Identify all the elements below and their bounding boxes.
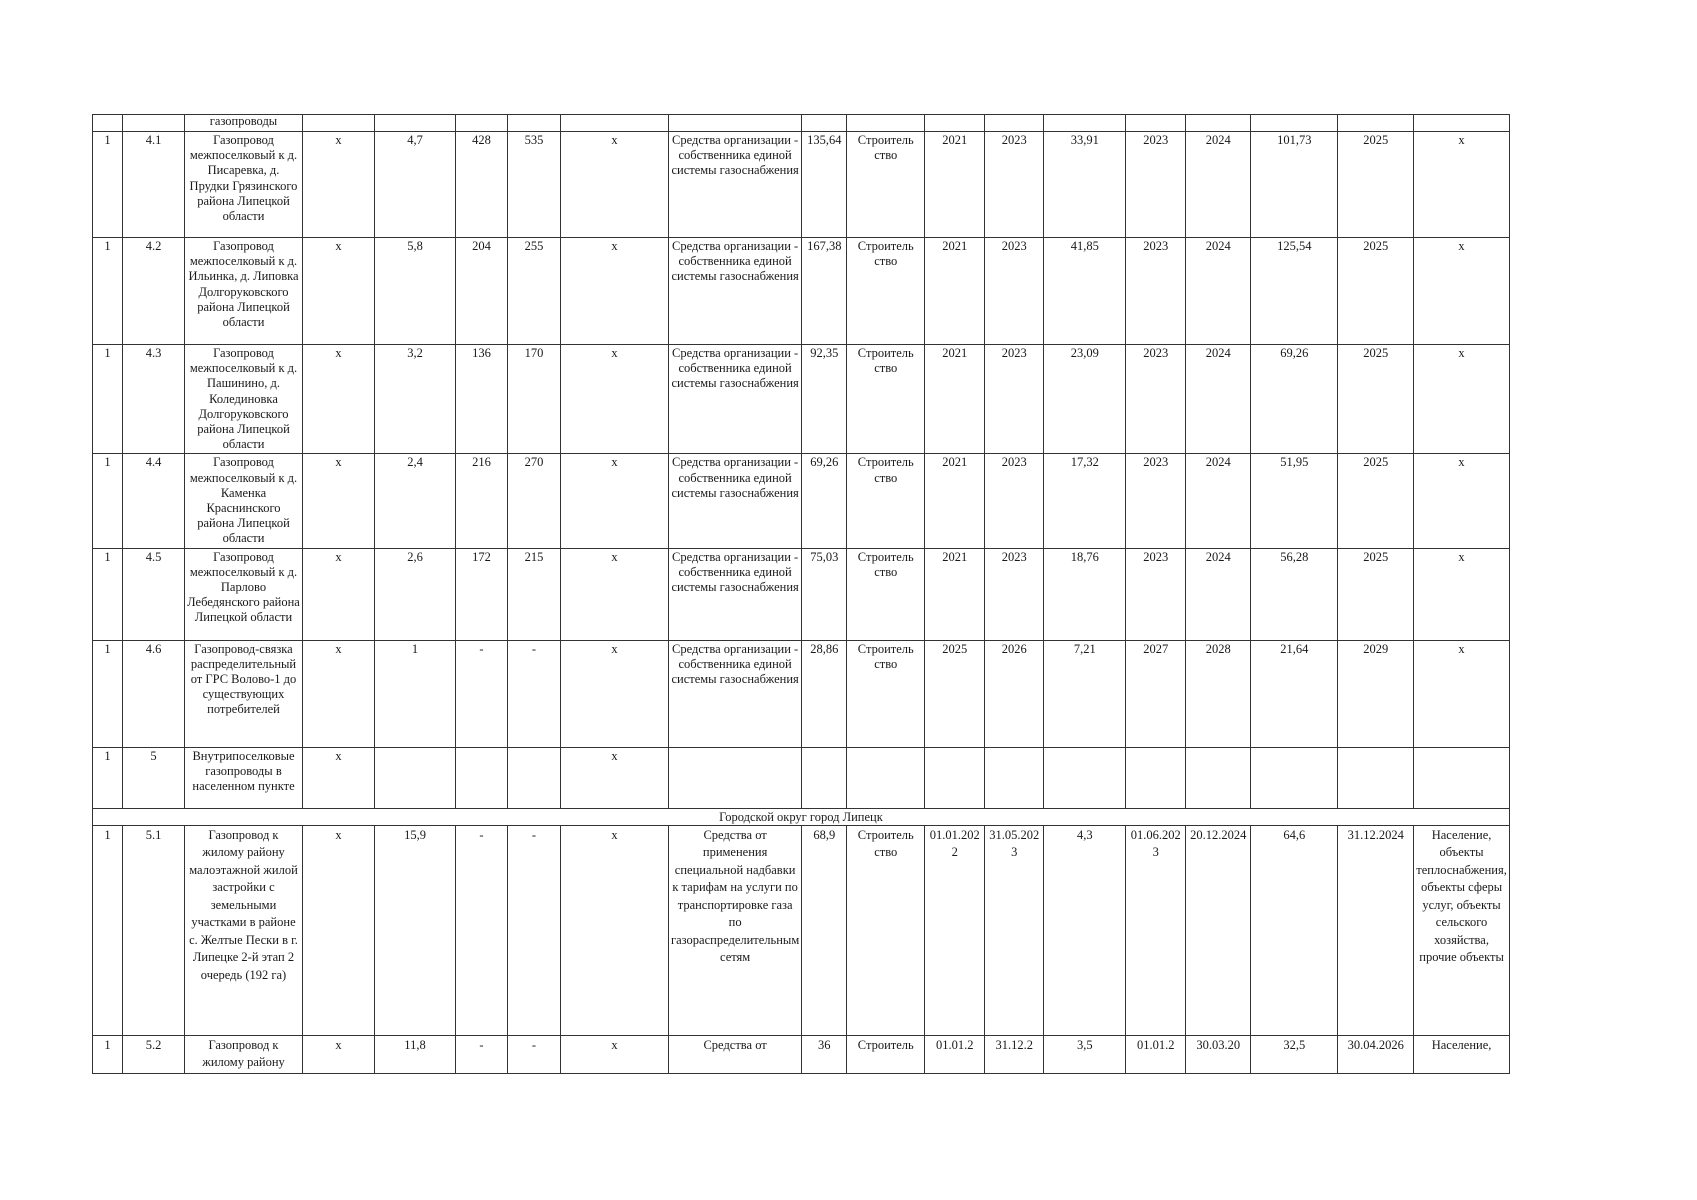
length: 4,7: [375, 132, 456, 238]
object-name: Газопровод-связка распределительный от ГРС Волово-1 до существующих потребителей: [185, 640, 303, 747]
table-row: [93, 825, 1510, 1035]
design-start: 2021: [925, 132, 985, 238]
build-start: [1126, 747, 1186, 808]
col-6: [456, 747, 508, 808]
build-value: 69,26: [1251, 345, 1338, 454]
col-8: х: [561, 454, 669, 548]
design-end: [985, 747, 1044, 808]
commission-date: 2025: [1338, 548, 1414, 640]
commission-date: 2025: [1338, 345, 1414, 454]
build-value: 21,64: [1251, 640, 1338, 747]
work-type: Строитель ство: [847, 454, 925, 548]
row-name-fragment: газопроводы: [185, 115, 303, 132]
row-number: 4.5: [123, 548, 185, 640]
build-end: [1186, 747, 1251, 808]
consumers: х: [1414, 454, 1510, 548]
design-end: 2023: [985, 238, 1044, 345]
length: 5,8: [375, 238, 456, 345]
funding-source: Средства организации - собственника единой системы газоснабжения: [669, 238, 802, 345]
build-value: 101,73: [1251, 132, 1338, 238]
build-start: 2023: [1126, 132, 1186, 238]
col-4: х: [303, 747, 375, 808]
object-name: Газопровод межпоселковый к д. Пашинино, д. Колединовка Долгоруковского района Липецкой области: [185, 345, 303, 454]
design-start: [925, 747, 985, 808]
col-7: -: [508, 640, 561, 747]
design-start: 2025: [925, 640, 985, 747]
design-start: 01.01.2022: [925, 825, 985, 1035]
length: [375, 747, 456, 808]
table-row: [93, 454, 1510, 548]
col-7: 270: [508, 454, 561, 548]
row-group: 1: [93, 1035, 123, 1073]
table-row: [93, 1035, 1510, 1073]
col-7: 215: [508, 548, 561, 640]
build-value: 51,95: [1251, 454, 1338, 548]
design-value: 41,85: [1044, 238, 1126, 345]
table-row: [93, 345, 1510, 454]
funding-source: Средства от применения специальной надбавки к тарифам на услуги по транспортировке газа по газораспределительным сетям: [669, 825, 802, 1035]
funding-source: [669, 747, 802, 808]
consumers: х: [1414, 132, 1510, 238]
row-group: 1: [93, 454, 123, 548]
table-row: [93, 238, 1510, 345]
design-start: 2021: [925, 548, 985, 640]
work-type: Строитель ство: [847, 132, 925, 238]
col-8: х: [561, 345, 669, 454]
build-end: 2024: [1186, 238, 1251, 345]
funding-source: Средства от: [669, 1035, 802, 1073]
table-row: [93, 640, 1510, 747]
row-number: 5: [123, 747, 185, 808]
section-row: [93, 808, 1510, 825]
build-value: 32,5: [1251, 1035, 1338, 1073]
col-6: 216: [456, 454, 508, 548]
col-8: х: [561, 825, 669, 1035]
work-type: Строитель ство: [847, 238, 925, 345]
work-type: Строитель: [847, 1035, 925, 1073]
col-7: -: [508, 825, 561, 1035]
build-start: 2023: [1126, 454, 1186, 548]
table-body: [93, 115, 1510, 1074]
design-start: 2021: [925, 454, 985, 548]
col-6: 172: [456, 548, 508, 640]
cost: [802, 747, 847, 808]
row-group: 1: [93, 238, 123, 345]
build-end: 2028: [1186, 640, 1251, 747]
build-end: 30.03.20: [1186, 1035, 1251, 1073]
design-start: 2021: [925, 238, 985, 345]
design-value: 7,21: [1044, 640, 1126, 747]
build-end: 20.12.2024: [1186, 825, 1251, 1035]
build-start: 2027: [1126, 640, 1186, 747]
col-7: 535: [508, 132, 561, 238]
work-type: [847, 747, 925, 808]
length: 3,2: [375, 345, 456, 454]
commission-date: [1338, 747, 1414, 808]
build-start: 01.01.2: [1126, 1035, 1186, 1073]
col-6: 136: [456, 345, 508, 454]
design-value: [1044, 747, 1126, 808]
consumers: [1414, 747, 1510, 808]
row-number: 4.2: [123, 238, 185, 345]
commission-date: 30.04.2026: [1338, 1035, 1414, 1073]
build-value: [1251, 747, 1338, 808]
design-end: 2023: [985, 132, 1044, 238]
document-sheet: [92, 114, 1510, 1074]
gas-pipeline-table: [92, 114, 1510, 1074]
row-group: 1: [93, 747, 123, 808]
col-4: х: [303, 825, 375, 1035]
design-end: 2023: [985, 454, 1044, 548]
col-8: х: [561, 132, 669, 238]
commission-date: 2025: [1338, 238, 1414, 345]
col-4: х: [303, 345, 375, 454]
consumers: х: [1414, 548, 1510, 640]
object-name: Газопровод к жилому району малоэтажной жилой застройки с земельными участками в районе с. Желтые Пески в г. Липецке 2-й этап 2 очередь (192 га): [185, 825, 303, 1035]
col-4: х: [303, 132, 375, 238]
col-7: -: [508, 1035, 561, 1073]
build-end: 2024: [1186, 454, 1251, 548]
design-end: 31.12.2: [985, 1035, 1044, 1073]
row-number: 4.4: [123, 454, 185, 548]
commission-date: 2025: [1338, 132, 1414, 238]
cost: 167,38: [802, 238, 847, 345]
cost: 68,9: [802, 825, 847, 1035]
row-number: 4.1: [123, 132, 185, 238]
col-6: -: [456, 825, 508, 1035]
design-value: 23,09: [1044, 345, 1126, 454]
funding-source: Средства организации - собственника единой системы газоснабжения: [669, 640, 802, 747]
col-6: 428: [456, 132, 508, 238]
length: 15,9: [375, 825, 456, 1035]
build-start: 2023: [1126, 238, 1186, 345]
build-value: 125,54: [1251, 238, 1338, 345]
build-start: 2023: [1126, 345, 1186, 454]
cost: 69,26: [802, 454, 847, 548]
commission-date: 2025: [1338, 454, 1414, 548]
design-value: 33,91: [1044, 132, 1126, 238]
row-group: 1: [93, 132, 123, 238]
col-7: 255: [508, 238, 561, 345]
build-value: 64,6: [1251, 825, 1338, 1035]
cost: 75,03: [802, 548, 847, 640]
col-7: 170: [508, 345, 561, 454]
work-type: Строитель ство: [847, 640, 925, 747]
col-8: х: [561, 238, 669, 345]
row-number: 4.3: [123, 345, 185, 454]
col-4: х: [303, 454, 375, 548]
consumers: Население, объекты теплоснабжения, объекты сферы услуг, объекты сельского хозяйства, прочие объекты: [1414, 825, 1510, 1035]
object-name: Газопровод межпоселковый к д. Писаревка, д. Прудки Грязинского района Липецкой области: [185, 132, 303, 238]
build-end: 2024: [1186, 345, 1251, 454]
table-row: [93, 548, 1510, 640]
funding-source: Средства организации - собственника единой системы газоснабжения: [669, 345, 802, 454]
design-value: 3,5: [1044, 1035, 1126, 1073]
consumers: х: [1414, 345, 1510, 454]
commission-date: 31.12.2024: [1338, 825, 1414, 1035]
table-row: [93, 115, 1510, 132]
col-4: х: [303, 548, 375, 640]
consumers: х: [1414, 238, 1510, 345]
commission-date: 2029: [1338, 640, 1414, 747]
work-type: Строитель ство: [847, 548, 925, 640]
length: 11,8: [375, 1035, 456, 1073]
cost: 36: [802, 1035, 847, 1073]
design-value: 18,76: [1044, 548, 1126, 640]
design-value: 4,3: [1044, 825, 1126, 1035]
design-start: 01.01.2: [925, 1035, 985, 1073]
row-number: 4.6: [123, 640, 185, 747]
object-name: Газопровод межпоселковый к д. Парлово Лебедянского района Липецкой области: [185, 548, 303, 640]
col-4: х: [303, 238, 375, 345]
col-6: -: [456, 640, 508, 747]
cost: 135,64: [802, 132, 847, 238]
cost: 92,35: [802, 345, 847, 454]
design-end: 31.05.2023: [985, 825, 1044, 1035]
funding-source: Средства организации - собственника единой системы газоснабжения: [669, 548, 802, 640]
build-value: 56,28: [1251, 548, 1338, 640]
table-row: [93, 747, 1510, 808]
row-group: 1: [93, 640, 123, 747]
length: 1: [375, 640, 456, 747]
design-start: 2021: [925, 345, 985, 454]
col-6: 204: [456, 238, 508, 345]
table-row: [93, 132, 1510, 238]
col-8: х: [561, 747, 669, 808]
col-4: х: [303, 640, 375, 747]
build-start: 2023: [1126, 548, 1186, 640]
row-group: 1: [93, 345, 123, 454]
length: 2,4: [375, 454, 456, 548]
section-title: Городской округ город Липецк: [93, 808, 1510, 825]
col-8: х: [561, 640, 669, 747]
row-number: 5.2: [123, 1035, 185, 1073]
design-end: 2026: [985, 640, 1044, 747]
work-type: Строитель ство: [847, 345, 925, 454]
col-6: -: [456, 1035, 508, 1073]
length: 2,6: [375, 548, 456, 640]
design-end: 2023: [985, 548, 1044, 640]
funding-source: Средства организации - собственника единой системы газоснабжения: [669, 132, 802, 238]
col-8: х: [561, 548, 669, 640]
build-end: 2024: [1186, 132, 1251, 238]
row-number: 5.1: [123, 825, 185, 1035]
consumers: х: [1414, 640, 1510, 747]
funding-source: Средства организации - собственника единой системы газоснабжения: [669, 454, 802, 548]
work-type: Строитель ство: [847, 825, 925, 1035]
object-name: Газопровод к жилому району: [185, 1035, 303, 1073]
col-7: [508, 747, 561, 808]
build-start: 01.06.2023: [1126, 825, 1186, 1035]
build-end: 2024: [1186, 548, 1251, 640]
object-name: Газопровод межпоселковый к д. Ильинка, д. Липовка Долгоруковского района Липецкой области: [185, 238, 303, 345]
row-group: 1: [93, 548, 123, 640]
object-name: Внутрипоселковые газопроводы в населенном пункте: [185, 747, 303, 808]
cost: 28,86: [802, 640, 847, 747]
row-group: 1: [93, 825, 123, 1035]
design-value: 17,32: [1044, 454, 1126, 548]
object-name: Газопровод межпоселковый к д. Каменка Краснинского района Липецкой области: [185, 454, 303, 548]
col-8: х: [561, 1035, 669, 1073]
col-4: х: [303, 1035, 375, 1073]
design-end: 2023: [985, 345, 1044, 454]
consumers: Население,: [1414, 1035, 1510, 1073]
